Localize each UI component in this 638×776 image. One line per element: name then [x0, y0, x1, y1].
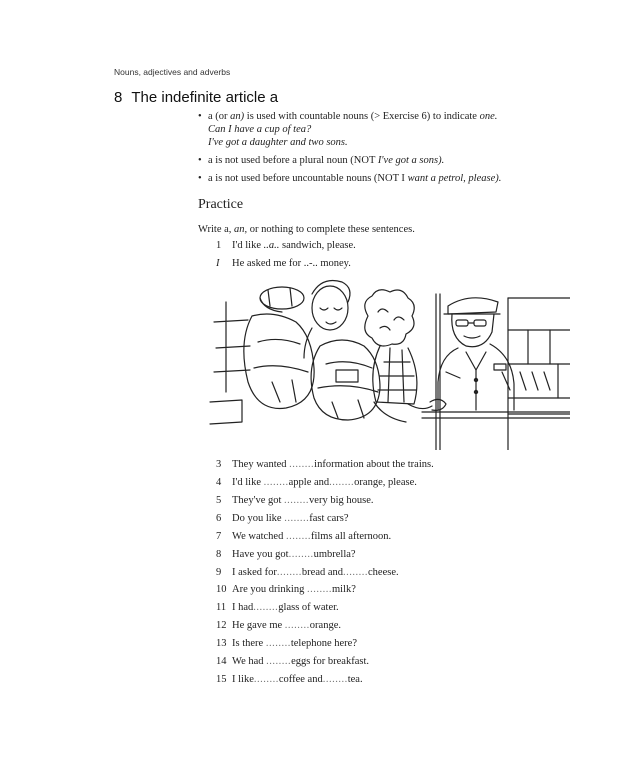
rule-example: Can I have a cup of tea? [208, 124, 312, 135]
item-text: tea. [347, 674, 363, 685]
rule-text: a is not used before uncountable nouns (NOT I [208, 173, 408, 184]
exercise-item-11 [216, 602, 339, 613]
section-title-text: The indefinite article a [131, 89, 279, 106]
answer-blank[interactable]: ........ [284, 495, 310, 506]
answer-blank[interactable]: ........ [285, 531, 311, 542]
instruction-text: an, [234, 224, 248, 235]
item-text: Is there [232, 638, 266, 649]
item-text: Do you like [232, 513, 285, 524]
example-answer: ..a.. [263, 240, 280, 251]
exercise-item-3 [216, 459, 434, 470]
item-number: 7 [216, 531, 222, 542]
item-text: milk? [331, 584, 356, 595]
item-text: They've got [232, 495, 285, 506]
item-number: 4 [216, 477, 222, 488]
item-text: very big house. [309, 495, 374, 506]
answer-blank[interactable]: ........ [284, 513, 310, 524]
item-text: coffee and [278, 674, 323, 685]
item-text: telephone here? [290, 638, 357, 649]
section-number: 8 [114, 89, 123, 106]
rule-uncountable [198, 172, 533, 185]
bullet-icon: • [198, 173, 202, 184]
exercise-item-7 [216, 531, 391, 542]
answer-blank[interactable]: ........ [284, 620, 310, 631]
item-text: I like [232, 674, 254, 685]
item-number: I [216, 258, 220, 269]
item-text: orange, please. [354, 477, 417, 488]
rule-text: want a petrol, please). [407, 173, 502, 184]
answer-blank[interactable]: ........ [343, 567, 369, 578]
answer-blank[interactable]: ........ [266, 656, 292, 667]
answer-blank[interactable]: ........ [288, 549, 314, 560]
item-text: bread and [301, 567, 344, 578]
answer-blank[interactable]: ........ [306, 584, 332, 595]
rule-text: a (or [208, 111, 231, 122]
item-text: fast cars? [309, 513, 349, 524]
exercise-item-10 [216, 584, 356, 595]
rule-example: I've got a daughter and two sons. [208, 137, 348, 148]
exercise-item-4 [216, 477, 417, 488]
exercise-item-8 [216, 549, 356, 560]
item-text: He asked me for [232, 258, 304, 269]
rule-plural [198, 154, 533, 167]
item-text: glass of water. [278, 602, 339, 613]
example-row [216, 240, 356, 251]
item-text: I'd like [232, 477, 264, 488]
item-number: 12 [216, 620, 227, 631]
answer-blank[interactable]: ........ [253, 602, 279, 613]
item-number: 9 [216, 567, 222, 578]
exercise-item-14 [216, 656, 369, 667]
item-number: 11 [216, 602, 227, 613]
rule-text: a is not used before a plural noun (NOT [208, 155, 378, 166]
bullet-icon: • [198, 155, 202, 166]
exercise-item-6 [216, 513, 349, 524]
item-text: I'd like [232, 240, 264, 251]
item-text: orange. [309, 620, 341, 631]
item-number: 5 [216, 495, 222, 506]
answer-blank[interactable]: ........ [276, 567, 302, 578]
answer-blank[interactable]: ........ [265, 638, 291, 649]
rule-text: I've got a sons). [377, 155, 445, 166]
item-text: money. [317, 258, 351, 269]
item-number: 6 [216, 513, 222, 524]
practice-instruction [198, 224, 415, 235]
item-number: 1 [216, 240, 222, 251]
item-text: information about the trains. [314, 459, 434, 470]
rule-text: one. [479, 111, 498, 122]
practice-heading: Practice [198, 197, 244, 212]
item-text: sandwich, please. [279, 240, 356, 251]
rules-list [198, 110, 533, 190]
example-answer: ..-.. [303, 258, 318, 269]
item-text: We had [232, 656, 267, 667]
exercise-item-5 [216, 495, 374, 506]
item-text: Have you got [232, 549, 289, 560]
rule-text: is used with countable nouns (> Exercise 6) to indicate [244, 111, 480, 122]
item-text: They wanted [232, 459, 290, 470]
item-text: films all afternoon. [310, 531, 392, 542]
item-text: We watched [232, 531, 286, 542]
answer-blank[interactable]: ........ [253, 674, 279, 685]
item-number: 3 [216, 459, 222, 470]
rule-countable [198, 110, 533, 149]
item-text: He gave me [232, 620, 285, 631]
item-text: I asked for [232, 567, 277, 578]
item-number: 14 [216, 656, 227, 667]
section-title [114, 89, 278, 106]
item-number: 15 [216, 674, 227, 685]
answer-blank[interactable]: ........ [329, 477, 355, 488]
exercise-item-13 [216, 638, 357, 649]
item-number: 8 [216, 549, 222, 560]
exercise-item-15 [216, 674, 363, 685]
answer-blank[interactable]: ........ [322, 674, 348, 685]
item-text: cheese. [368, 567, 399, 578]
answer-blank[interactable]: ........ [289, 459, 315, 470]
item-text: I had [232, 602, 254, 613]
travellers-illustration [208, 272, 570, 450]
item-text: Are you drinking [232, 584, 307, 595]
exercise-item-12 [216, 620, 341, 631]
item-text: eggs for breakfast. [291, 656, 369, 667]
exercise-item-9 [216, 567, 399, 578]
item-number: 13 [216, 638, 227, 649]
rule-text: an) [230, 111, 245, 122]
instruction-text: or nothing to complete these sentences. [247, 224, 415, 235]
item-number: 10 [216, 584, 227, 595]
bullet-icon: • [198, 111, 202, 122]
answer-blank[interactable]: ........ [263, 477, 289, 488]
item-text: umbrella? [313, 549, 356, 560]
example-row [216, 258, 351, 269]
item-text: apple and [288, 477, 330, 488]
running-header: Nouns, adjectives and adverbs [114, 67, 231, 77]
instruction-text: Write a, [198, 224, 235, 235]
